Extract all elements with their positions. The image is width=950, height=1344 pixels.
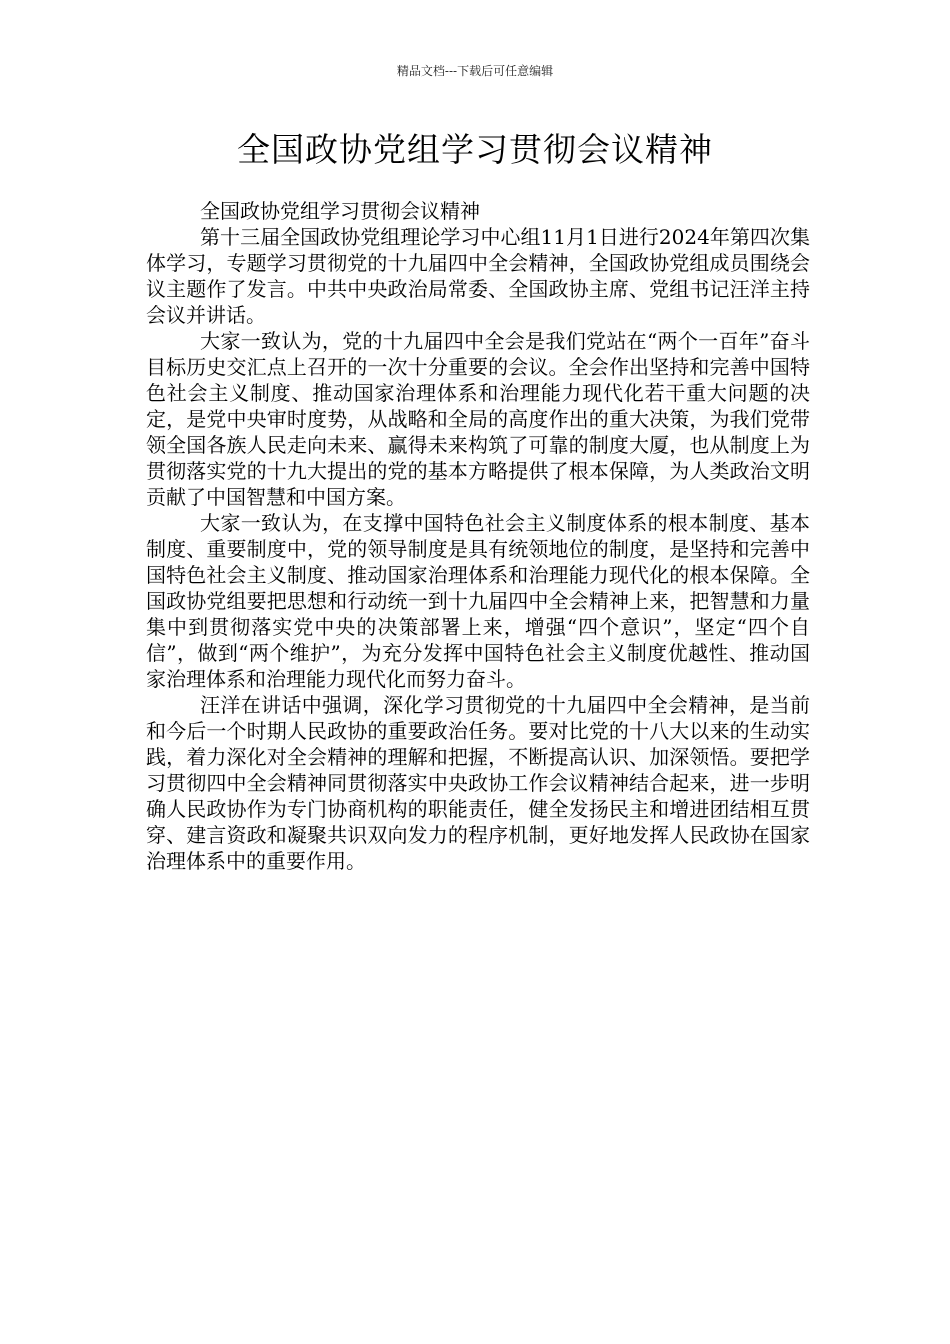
page-header-note: 精品文档---下载后可任意编辑 <box>396 64 554 78</box>
body-paragraph: 汪洋在讲话中强调，深化学习贯彻党的十九届四中全会精神，是当前和今后一个时期人民政协的重要政治任务。要对比党的十八大以来的生动实践，着力深化对全会精神的理解和把握，不断提高认识、加深领悟。要把学习贯彻四中全会精神同贯彻落实中央政协工作会议精神结合起来，进一步明确人民政协作为专门协商机构的职能责任，健全发扬民主和增进团结相互贯穿、建言资政和凝聚共识双向发力的程序机制，更好地发挥人民政协在国家治理体系中的重要作用。 <box>146 693 810 873</box>
body-paragraph: 大家一致认为，党的十九届四中全会是我们党站在“两个一百年”奋斗目标历史交汇点上召开的一次十分重要的会议。全会作出坚持和完善中国特色社会主义制度、推动国家治理体系和治理能力现代化若干重大问题的决定，是党中央审时度势，从战略和全局的高度作出的重大决策，为我们党带领全国各族人民走向未来、赢得未来构筑了可靠的制度大厦，也从制度上为贯彻落实党的十九大提出的党的基本方略提供了根本保障，为人类政治文明贡献了中国智慧和中国方案。 <box>146 329 810 509</box>
body-paragraph: 第十三届全国政协党组理论学习中心组11月1日进行2024年第四次集体学习，专题学习贯彻党的十九届四中全会精神，全国政协党组成员围绕会议主题作了发言。中共中央政治局常委、全国政协主席、党组书记汪洋主持会议并讲话。 <box>146 225 810 327</box>
body-paragraph: 大家一致认为，在支撑中国特色社会主义制度体系的根本制度、基本制度、重要制度中，党的领导制度是具有统领地位的制度，是坚持和完善中国特色社会主义制度、推动国家治理体系和治理能力现代化的根本保障。全国政协党组要把思想和行动统一到十九届四中全会精神上来，把智慧和力量集中到贯彻落实党中央的决策部署上来，增强“四个意识”，坚定“四个自信”，做到“两个维护”，为充分发挥中国特色社会主义制度优越性、推动国家治理体系和治理能力现代化而努力奋斗。 <box>146 511 810 691</box>
document-title: 全国政协党组学习贯彻会议精神 <box>237 130 713 169</box>
body-paragraph-subtitle: 全国政协党组学习贯彻会议精神 <box>200 199 480 223</box>
document-body <box>146 198 810 874</box>
